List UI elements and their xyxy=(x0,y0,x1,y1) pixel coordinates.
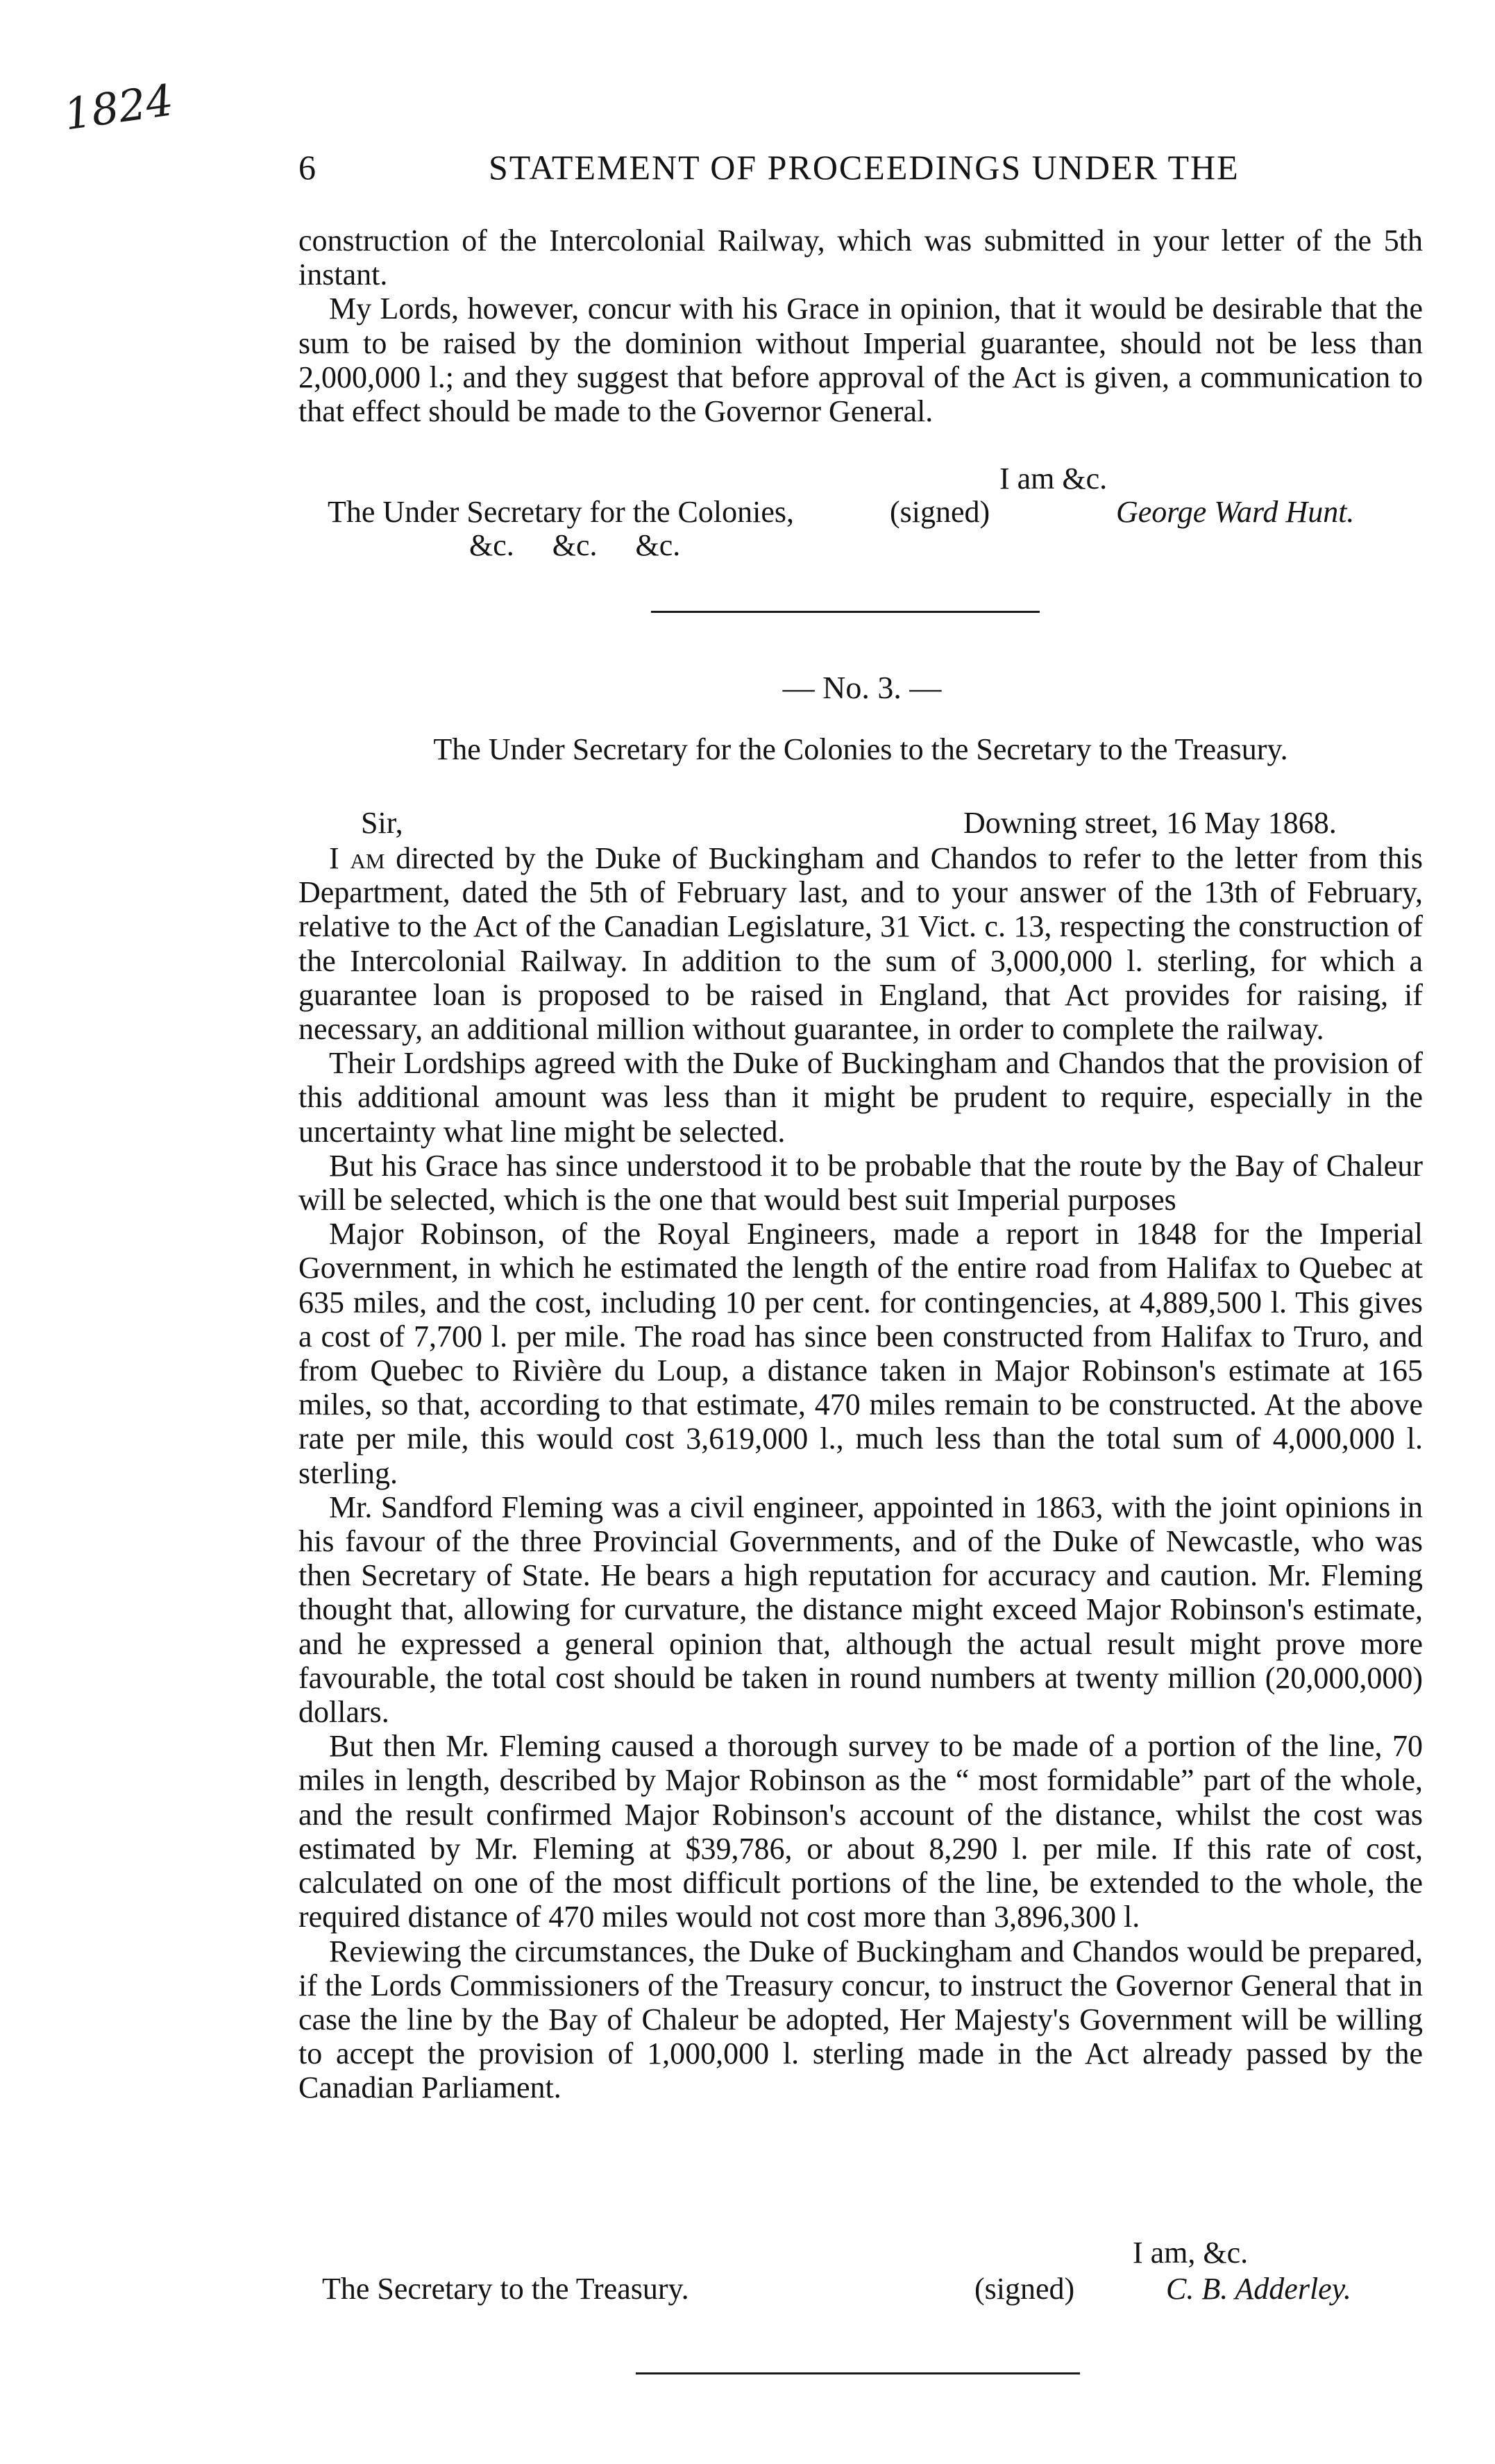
letter-two-paragraph: construction of the Intercolonial Railway, which was submitted in your letter of the 5th instant. xyxy=(298,223,1423,292)
letter-two-closing: I am &c. xyxy=(999,462,1108,496)
opening-word: I am xyxy=(329,841,385,875)
section-divider xyxy=(651,611,1040,613)
letter-three-paragraph: Their Lordships agreed with the Duke of Buckingham and Chandos that the provision of this additional amount was less than it might be prudent to require, especially in the uncertainty what line might be selected. xyxy=(298,1046,1423,1149)
running-head-title: STATEMENT OF PROCEEDINGS UNDER THE xyxy=(489,148,1240,187)
page-number: 6 xyxy=(298,148,316,187)
salutation: Sir, xyxy=(361,806,403,840)
letter-two-addressee: The Under Secretary for the Colonies, xyxy=(328,495,794,529)
letter-three-signed-label: (signed) xyxy=(974,2272,1075,2306)
letter-three-paragraph: directed by the Duke of Buckingham and Chandos to refer to the letter from this Department, dated the 5th of February last, and to your answer of the 13th of February, relative to the Act of the Canadian Legislature, 31 Vict. c. 13, respecting the construction of the Intercolonial Railway. In addition to the sum of 3,000,000 l. sterling, for which a guarantee loan is proposed to be raised in England, that Act provides for raising, if necessary, an additional million without guarantee, in order to complete the railway. xyxy=(298,841,1424,1047)
letter-three-body xyxy=(298,841,1423,2105)
end-divider xyxy=(636,2372,1080,2374)
letter-three-paragraph: Mr. Sandford Fleming was a civil engineer, appointed in 1863, with the joint opinions in his favour of the three Provincial Governments, and of the Duke of Newcastle, who was then Secretary of State. He bears a high reputation for accuracy and caution. Mr. Fleming thought that, allowing for curvature, the distance might exceed Major Robinson's estimate, and he expressed a general opinion that, although the actual result might prove more favourable, the total cost should be taken in round numbers at twenty million (20,000,000) dollars. xyxy=(298,1490,1423,1730)
letter-three-paragraph: But then Mr. Fleming caused a thorough survey to be made of a portion of the line, 70 miles in length, described by Major Robinson as the “ most formidable” part of the whole, and the result confirmed Major Robinson's account of the distance, whilst the cost was estimated by Mr. Fleming at $39,786, or about 8,290 l. per mile. If this rate of cost, calculated on one of the most difficult portions of the line, be extended to the whole, the required distance of 470 miles would not cost more than 3,896,300 l. xyxy=(298,1729,1423,1934)
letter-two-etc: &c. &c. &c. xyxy=(469,528,681,562)
letter-three-paragraph: Major Robinson, of the Royal Engineers, made a report in 1848 for the Imperial Government, in which he estimated the length of the entire road from Halifax to Quebec at 635 miles, and the cost, including 10 per cent. for contingencies, at 4,889,500 l. This gives a cost of 7,700 l. per mile. The road has since been constructed from Halifax to Truro, and from Quebec to Rivière du Loup, a distance taken in Major Robinson's estimate at 165 miles, so that, according to that estimate, 470 miles remain to be constructed. At the above rate per mile, this would cost 3,619,000 l., much less than the total sum of 4,000,000 l. sterling. xyxy=(298,1217,1423,1490)
letter-two-body xyxy=(298,223,1423,428)
letter-address-line: The Under Secretary for the Colonies to the Secretary to the Treasury. xyxy=(433,732,1288,766)
letter-two-signed-label: (signed) xyxy=(890,495,990,529)
letter-two-paragraph: My Lords, however, concur with his Grace in opinion, that it would be desirable that the sum to be raised by the dominion without Imperial guarantee, should not be less than 2,000,000 l.; and they suggest that before approval of the Act is given, a communication to that effect should be made to the Governor General. xyxy=(298,292,1423,429)
handwritten-margin-note: 1824 xyxy=(60,74,177,140)
letter-number-heading: — No. 3. — xyxy=(782,670,942,705)
letter-three-addressee: The Secretary to the Treasury. xyxy=(322,2272,689,2306)
place-and-date: Downing street, 16 May 1868. xyxy=(963,806,1337,840)
letter-two-signatory: George Ward Hunt. xyxy=(1116,495,1355,529)
letter-three-paragraph: But his Grace has since understood it to be probable that the route by the Bay of Chaleur will be selected, which is the one that would best suit Imperial purposes xyxy=(298,1148,1423,1217)
letter-three-closing: I am, &c. xyxy=(1133,2236,1249,2270)
letter-three-signatory: C. B. Adderley. xyxy=(1166,2272,1351,2306)
letter-three-paragraph: Reviewing the circumstances, the Duke of Buckingham and Chandos would be prepared, if the Lords Commissioners of the Treasury concur, to instruct the Governor General that in case the line by the Bay of Chaleur be adopted, Her Majesty's Government will be willing to accept the provision of 1,000,000 l. sterling made in the Act already passed by the Canadian Parliament. xyxy=(298,1934,1423,2105)
